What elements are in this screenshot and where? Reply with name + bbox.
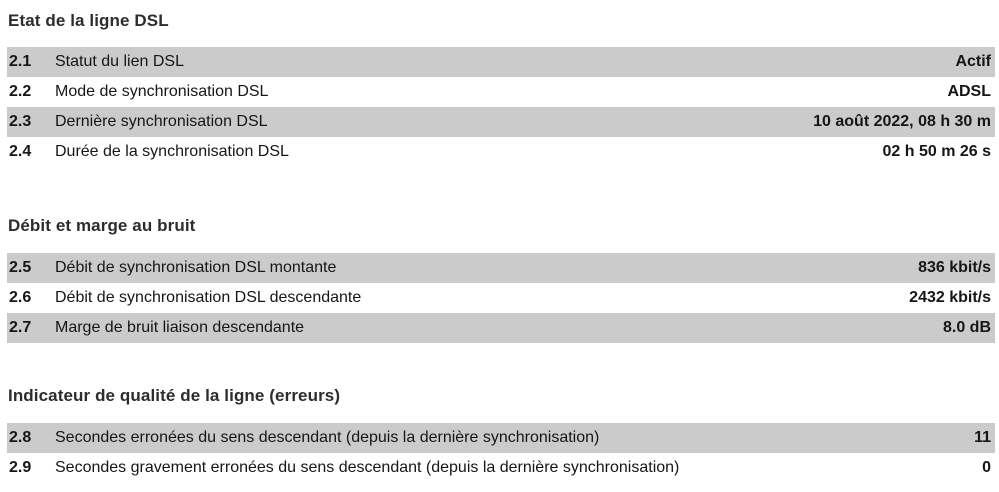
row-label: Mode de synchronisation DSL <box>55 83 269 100</box>
row-label: Dernière synchronisation DSL <box>55 113 268 130</box>
table-row <box>7 77 995 107</box>
row-label: Secondes erronées du sens descendant (depuis la dernière synchronisation) <box>55 429 600 446</box>
table-row <box>7 453 995 483</box>
row-value: 11 <box>974 429 991 446</box>
row-number: 2.6 <box>9 289 32 306</box>
row-value: 2432 kbit/s <box>909 289 991 306</box>
table-row <box>7 137 995 167</box>
row-number: 2.5 <box>9 259 32 276</box>
row-label: Secondes gravement erronées du sens descendant (depuis la dernière synchronisation) <box>55 459 680 476</box>
row-value: 8.0 dB <box>942 319 991 336</box>
table-row <box>7 283 995 313</box>
row-value: 10 août 2022, 08 h 30 m <box>813 113 991 130</box>
row-number: 2.1 <box>9 53 32 70</box>
row-label: Statut du lien DSL <box>55 53 184 70</box>
row-number: 2.8 <box>9 429 32 446</box>
row-value: ADSL <box>947 83 991 100</box>
table-row <box>7 253 995 283</box>
row-number: 2.2 <box>9 83 32 100</box>
row-label: Débit de synchronisation DSL montante <box>55 259 337 276</box>
row-label: Débit de synchronisation DSL descendante <box>55 289 362 306</box>
row-number: 2.4 <box>9 143 32 160</box>
row-value: 0 <box>982 459 991 476</box>
row-value: 836 kbit/s <box>918 259 991 276</box>
table-row <box>7 423 995 453</box>
table-rate-noise-margin <box>7 253 995 343</box>
row-label: Marge de bruit liaison descendante <box>55 319 305 336</box>
section-title-rate-noise-margin: Débit et marge au bruit <box>8 216 196 235</box>
row-value: 02 h 50 m 26 s <box>882 143 991 160</box>
row-number: 2.9 <box>9 459 32 476</box>
section-title-line-quality: Indicateur de qualité de la ligne (erreurs) <box>8 386 341 405</box>
table-line-state <box>7 47 995 167</box>
row-value: Actif <box>955 53 991 70</box>
table-line-quality <box>7 423 995 483</box>
section-title-line-state: Etat de la ligne DSL <box>8 11 169 30</box>
row-label: Durée de la synchronisation DSL <box>55 143 289 160</box>
table-row <box>7 47 995 77</box>
table-row <box>7 313 995 343</box>
table-row <box>7 107 995 137</box>
row-number: 2.7 <box>9 319 32 336</box>
row-number: 2.3 <box>9 113 32 130</box>
